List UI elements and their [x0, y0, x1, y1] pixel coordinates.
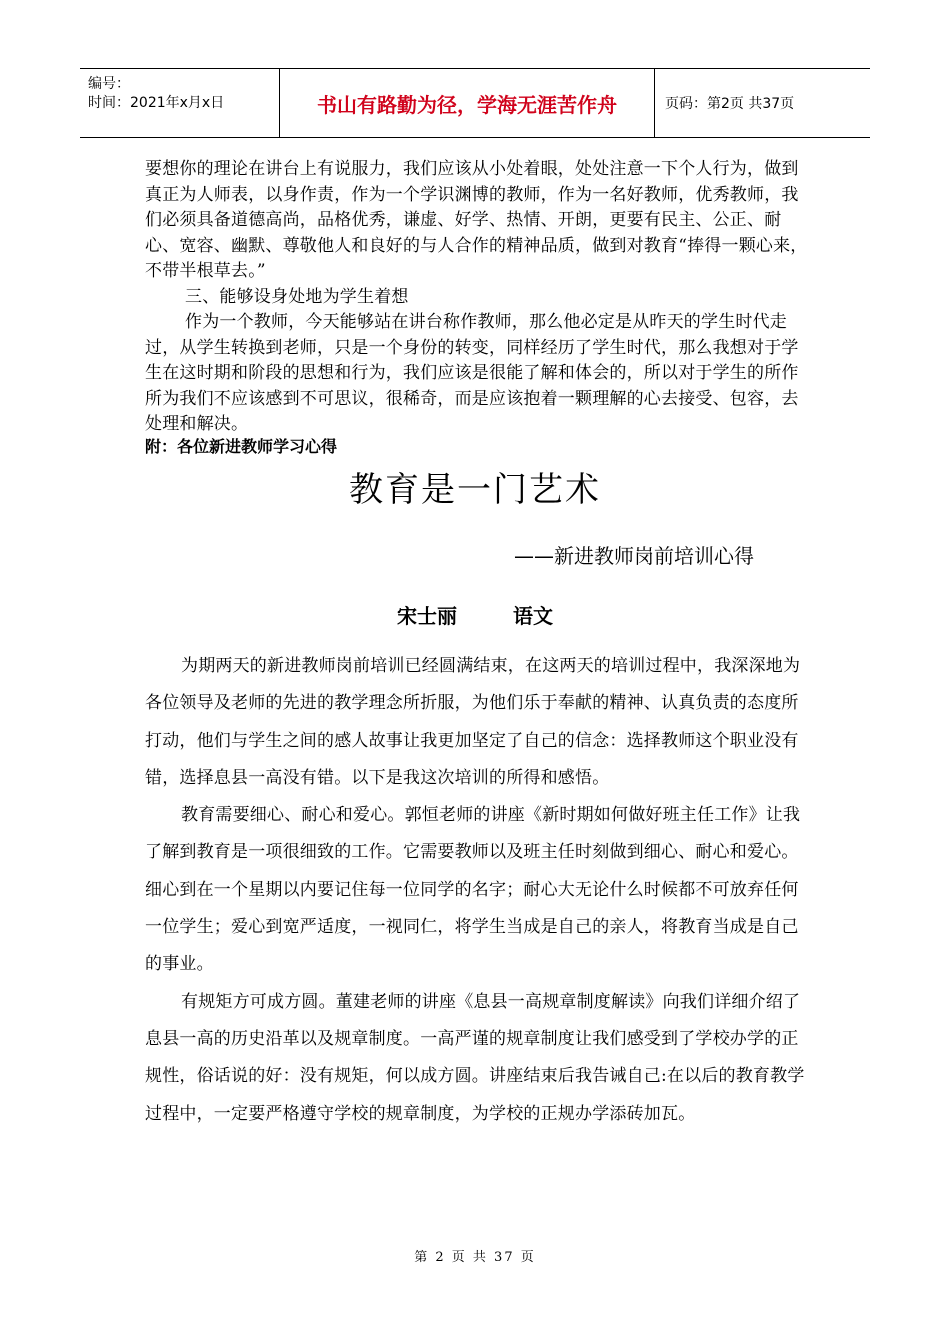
paragraph: 为期两天的新进教师岗前培训已经圆满结束，在这两天的培训过程中，我深深地为各位领导及老师的先进的教学理念所折服，为他们乐于奉献的精神、认真负责的态度所打动，他们与学生之间的感人故事让我更加坚定了自己的信念：选择教师这个职业没有错，选择息县一高没有错。以下是我这次培训的所得和感悟。 [145, 656, 801, 788]
author-subject: 语文 [513, 604, 553, 628]
header-motto: 书山有路勤为径，学海无涯苦作舟 [280, 69, 655, 137]
date-label: 时间：2021年x月x日 [88, 95, 225, 111]
section-heading: 三、能够设身处地为学生着想 [185, 286, 409, 307]
author-line [0, 600, 950, 629]
author-name: 宋士丽 [397, 604, 457, 628]
page-footer: 第 2 页 共 37 页 [414, 1250, 536, 1265]
code-label: 编号： [88, 76, 130, 92]
paragraph: 作为一个教师，今天能够站在讲台称作教师，那么他必定是从昨天的学生时代走过，从学生转换到老师，只是一个身份的转变，同样经历了学生时代，那么我想对于学生在这时期和阶段的思想和行为，我们应该是很能了解和体会的，所以对于学生的所作所为我们不应该感到不可思议，很稀奇，而是应该抱着一颗理解的心去接受、包容，去处理和解决。 [145, 312, 799, 434]
article-title: 教育是一门艺术 [349, 470, 601, 510]
appendix-heading: 附：各位新进教师学习心得 [145, 437, 338, 456]
paragraph: 有规矩方可成方圆。董建老师的讲座《息县一高规章制度解读》向我们详细介绍了息县一高的历史沿革以及规章制度。一高严谨的规章制度让我们感受到了学校办学的正规性，俗话说的好：没有规矩，何以成方圆。讲座结束后我告诫自己:在以后的教育教学过程中，一定要严格遵守学校的规章制度，为学校的正规办学添砖加瓦。 [145, 991, 805, 1124]
document-header [80, 68, 870, 138]
paragraph: 教育需要细心、耐心和爱心。郭恒老师的讲座《新时期如何做好班主任工作》让我了解到教育是一项很细致的工作。它需要教师以及班主任时刻做到细心、耐心和爱心。细心到在一个星期以内要记住每一位同学的名字；耐心大无论什么时候都不可放弃任何一位学生；爱心到宽严适度，一视同仁，将学生当成是自己的亲人，将教育当成是自己的事业。 [145, 805, 801, 975]
header-page-info: 页码：第2页 共37页 [665, 96, 795, 112]
header-meta [80, 69, 280, 137]
section-three [145, 157, 810, 438]
article-subtitle: ——新进教师岗前培训心得 [514, 544, 754, 568]
article-body [145, 648, 805, 1133]
paragraph: 要想你的理论在讲台上有说服力，我们应该从小处着眼，处处注意一下个人行为，做到真正为人师表，以身作责，作为一个学识渊博的教师，作为一名好教师，优秀教师，我们必须具备道德高尚，品格优秀，谦虚、好学、热情、开朗，更要有民主、公正、耐心、宽容、幽默、尊敬他人和良好的与人合作的精神品质，做到对教育“捧得一颗心来，不带半根草去。” [145, 159, 808, 281]
